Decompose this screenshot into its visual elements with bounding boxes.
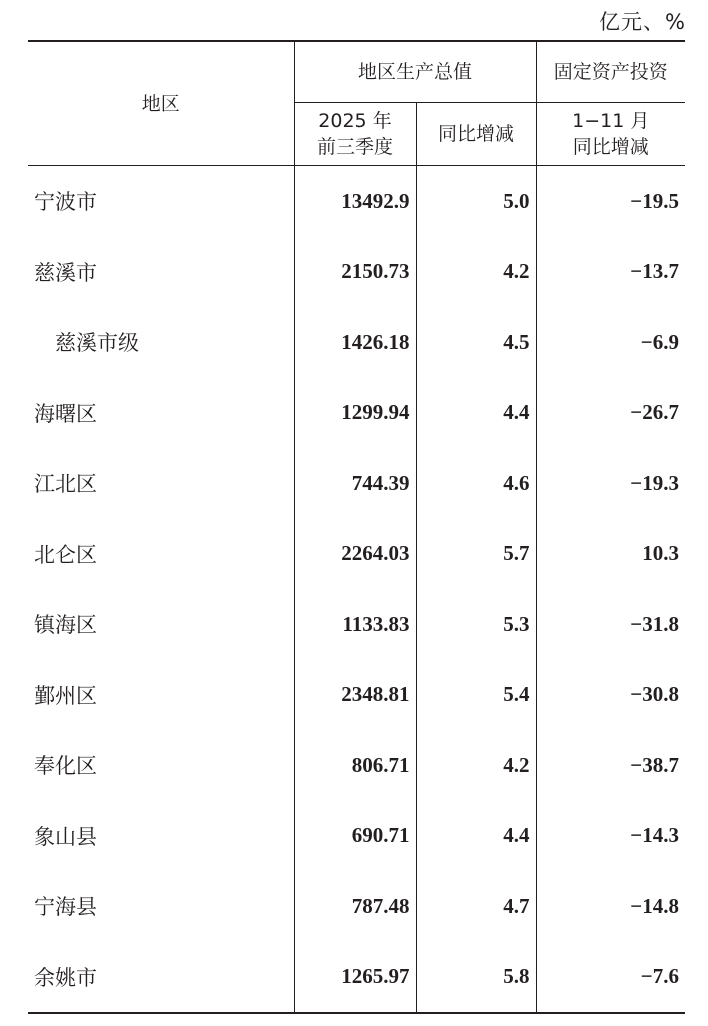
table-row [28, 448, 685, 519]
gdp-value-header-line2: 前三季度 [316, 136, 393, 158]
table-row [28, 660, 685, 731]
fai-growth-header [536, 103, 685, 166]
gdp-value: 2348.81 [294, 660, 416, 731]
gdp-value: 2150.73 [294, 237, 416, 308]
fai-growth: −14.3 [536, 801, 685, 872]
gdp-growth: 4.4 [416, 378, 536, 449]
table-row [28, 237, 685, 308]
region-name: 镇海区 [34, 613, 97, 638]
region-name: 宁波市 [34, 190, 97, 215]
fai-group-header: 固定资产投资 [536, 41, 685, 103]
region-name: 宁海县 [34, 895, 97, 920]
gdp-value: 13492.9 [294, 166, 416, 237]
gdp-value-header [294, 103, 416, 166]
gdp-growth: 4.2 [416, 730, 536, 801]
gdp-value: 690.71 [294, 801, 416, 872]
region-column-header: 地区 [28, 41, 294, 166]
table-header [28, 41, 685, 166]
region-name: 余姚市 [28, 942, 294, 1014]
fai-growth: −7.6 [536, 942, 685, 1014]
table-row [28, 519, 685, 590]
table-row [28, 871, 685, 942]
table-row [28, 589, 685, 660]
fai-growth: −14.8 [536, 871, 685, 942]
gdp-growth: 4.6 [416, 448, 536, 519]
fai-growth: −30.8 [536, 660, 685, 731]
gdp-value: 806.71 [294, 730, 416, 801]
fai-growth: −6.9 [536, 307, 685, 378]
gdp-value: 787.48 [294, 871, 416, 942]
gdp-value: 1426.18 [294, 307, 416, 378]
regional-economy-table [28, 40, 685, 1014]
fai-growth: −19.5 [536, 166, 685, 237]
fai-growth-header-line2: 同比增减 [572, 136, 649, 158]
gdp-value: 1133.83 [294, 589, 416, 660]
table-row [28, 166, 685, 237]
fai-growth: −31.8 [536, 589, 685, 660]
gdp-value: 1299.94 [294, 378, 416, 449]
region-name: 慈溪市 [34, 260, 97, 285]
fai-growth-header-line1: 1−11 月 [572, 110, 650, 132]
fai-growth: −19.3 [536, 448, 685, 519]
fai-growth: −26.7 [536, 378, 685, 449]
gdp-growth: 4.7 [416, 871, 536, 942]
fai-growth: −13.7 [536, 237, 685, 308]
region-name: 奉化区 [34, 754, 97, 779]
unit-label: 亿元、% [599, 10, 686, 34]
fai-growth: 10.3 [536, 519, 685, 590]
gdp-growth: 5.3 [416, 589, 536, 660]
region-name: 江北区 [34, 472, 97, 497]
gdp-growth: 5.7 [416, 519, 536, 590]
gdp-growth: 4.5 [416, 307, 536, 378]
region-name: 慈溪市级 [55, 331, 139, 356]
gdp-growth: 5.4 [416, 660, 536, 731]
region-name: 海曙区 [34, 401, 97, 426]
gdp-growth: 5.8 [416, 942, 536, 1014]
gdp-growth: 4.4 [416, 801, 536, 872]
gdp-growth-header: 同比增减 [416, 103, 536, 166]
gdp-value-header-line1: 2025 年 [318, 110, 392, 132]
gdp-value: 1265.97 [294, 942, 416, 1014]
table-row [28, 942, 685, 1014]
gdp-value: 744.39 [294, 448, 416, 519]
fai-growth: −38.7 [536, 730, 685, 801]
table-row [28, 801, 685, 872]
table-body [28, 166, 685, 1014]
region-name: 鄞州区 [34, 683, 97, 708]
gdp-growth: 4.2 [416, 237, 536, 308]
region-name: 象山县 [34, 824, 97, 849]
table-row [28, 730, 685, 801]
region-name: 北仑区 [34, 542, 97, 567]
table-row [28, 307, 685, 378]
gdp-group-header: 地区生产总值 [294, 41, 536, 103]
gdp-value: 2264.03 [294, 519, 416, 590]
gdp-growth: 5.0 [416, 166, 536, 237]
table-row [28, 378, 685, 449]
